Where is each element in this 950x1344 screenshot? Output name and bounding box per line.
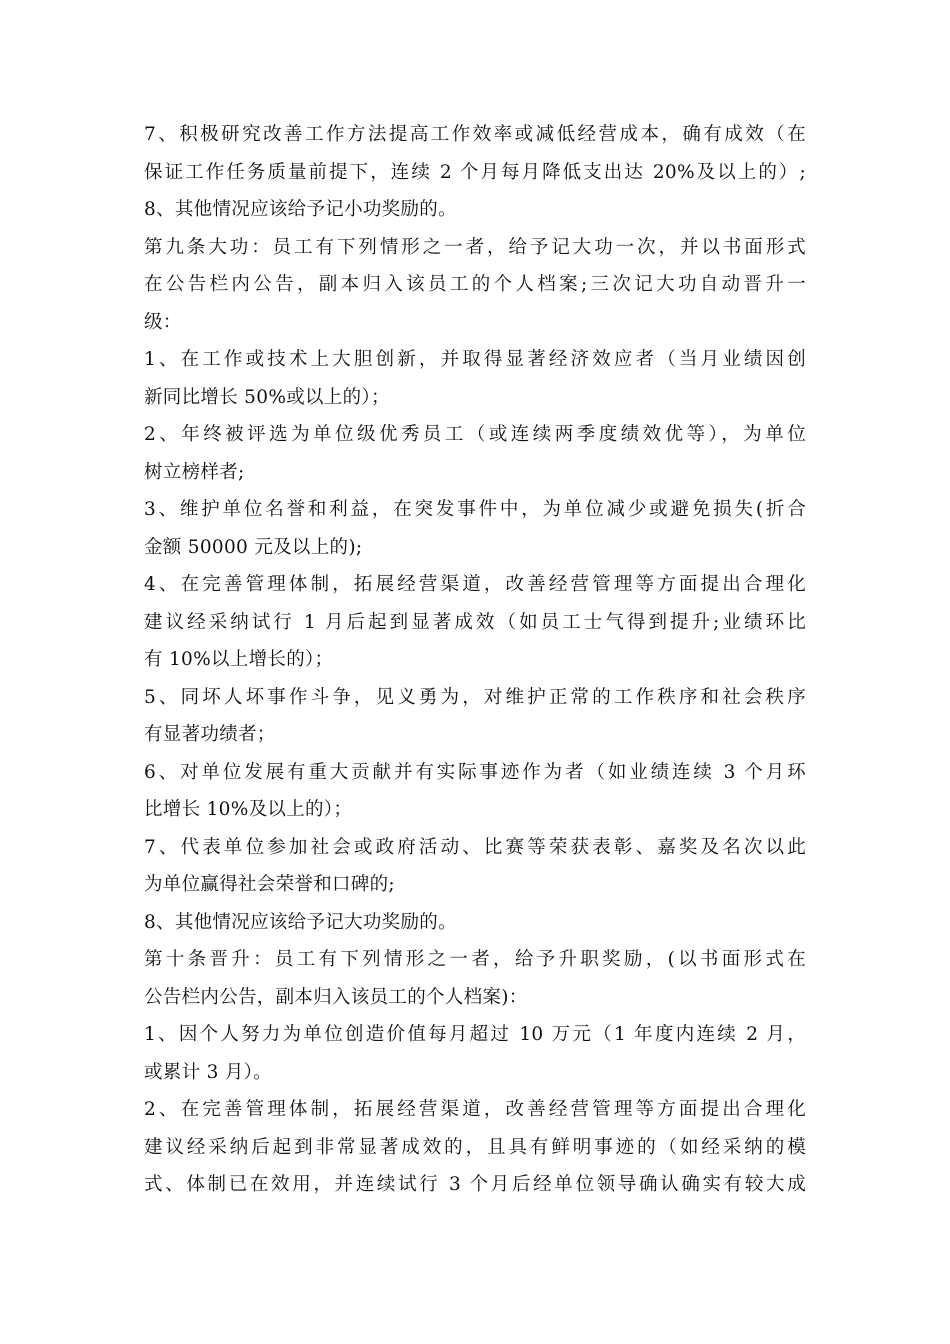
text-line: 为单位赢得社会荣誉和口碑的; (144, 874, 395, 895)
text-line: 8、其他情况应该给予记大功奖励的。 (144, 911, 457, 933)
text-line: 2、年终被评选为单位级优秀员工（或连续两季度绩效优等），为单位 (144, 424, 806, 445)
document-body (144, 116, 806, 1204)
text-line: 在公告栏内公告，副本归入该员工的个人档案;三次记大功自动晋升一 (144, 274, 806, 295)
text-line: 建议经采纳后起到非常显著成效的，且具有鲜明事迹的（如经采纳的模 (144, 1136, 806, 1158)
text-line: 金额 50000 元及以上的); (144, 536, 363, 558)
text-line: 6、对单位发展有重大贡献并有实际事迹作为者（如业绩连续 3 个月环 (144, 761, 806, 783)
text-line: 建议经采纳试行 1 月后起到显著成效（如员工士气得到提升;业绩环比 (144, 611, 806, 633)
text-line: 公告栏内公告，副本归入该员工的个人档案)： (144, 986, 528, 1008)
text-line: 7、积极研究改善工作方法提高工作效率或减低经营成本，确有成效（在 (144, 124, 806, 145)
text-line: 5、同坏人坏事作斗争，见义勇为，对维护正常的工作秩序和社会秩序 (144, 686, 806, 708)
text-line: 4、在完善管理体制，拓展经营渠道，改善经营管理等方面提出合理化 (144, 574, 806, 595)
text-line: 1、在工作或技术上大胆创新，并取得显著经济效应者（当月业绩因创 (144, 349, 806, 370)
text-line: 第九条大功：员工有下列情形之一者，给予记大功一次，并以书面形式 (144, 236, 806, 258)
text-line: 保证工作任务质量前提下，连续 2 个月每月降低支出达 20%及以上的）; (144, 161, 806, 183)
text-line: 树立榜样者; (144, 461, 245, 483)
text-line: 8、其他情况应该给予记小功奖励的。 (144, 199, 457, 220)
text-line: 有显著功绩者； (144, 724, 276, 745)
text-line: 有 10%以上增长的）； (144, 649, 334, 670)
text-line: 7、代表单位参加社会或政府活动、比赛等荣获表彰、嘉奖及名次以此 (144, 836, 806, 858)
text-line: 3、维护单位名誉和利益，在突发事件中，为单位减少或避免损失(折合 (144, 499, 806, 520)
text-line: 新同比增长 50%或以上的）； (144, 386, 390, 408)
text-line: 比增长 10%及以上的）； (144, 799, 353, 820)
text-line: 级： (144, 311, 182, 333)
text-line: 第十条晋升：员工有下列情形之一者，给予升职奖励，(以书面形式在 (144, 949, 806, 970)
text-line: 2、在完善管理体制，拓展经营渠道，改善经营管理等方面提出合理化 (144, 1099, 806, 1120)
text-line: 式、体制已在效用，并连续试行 3 个月后经单位领导确认确实有较大成 (144, 1174, 806, 1195)
text-line: 1、因个人努力为单位创造价值每月超过 10 万元（1 年度内连续 2 月， (144, 1024, 806, 1045)
text-line: 或累计 3 月）。 (144, 1061, 272, 1083)
